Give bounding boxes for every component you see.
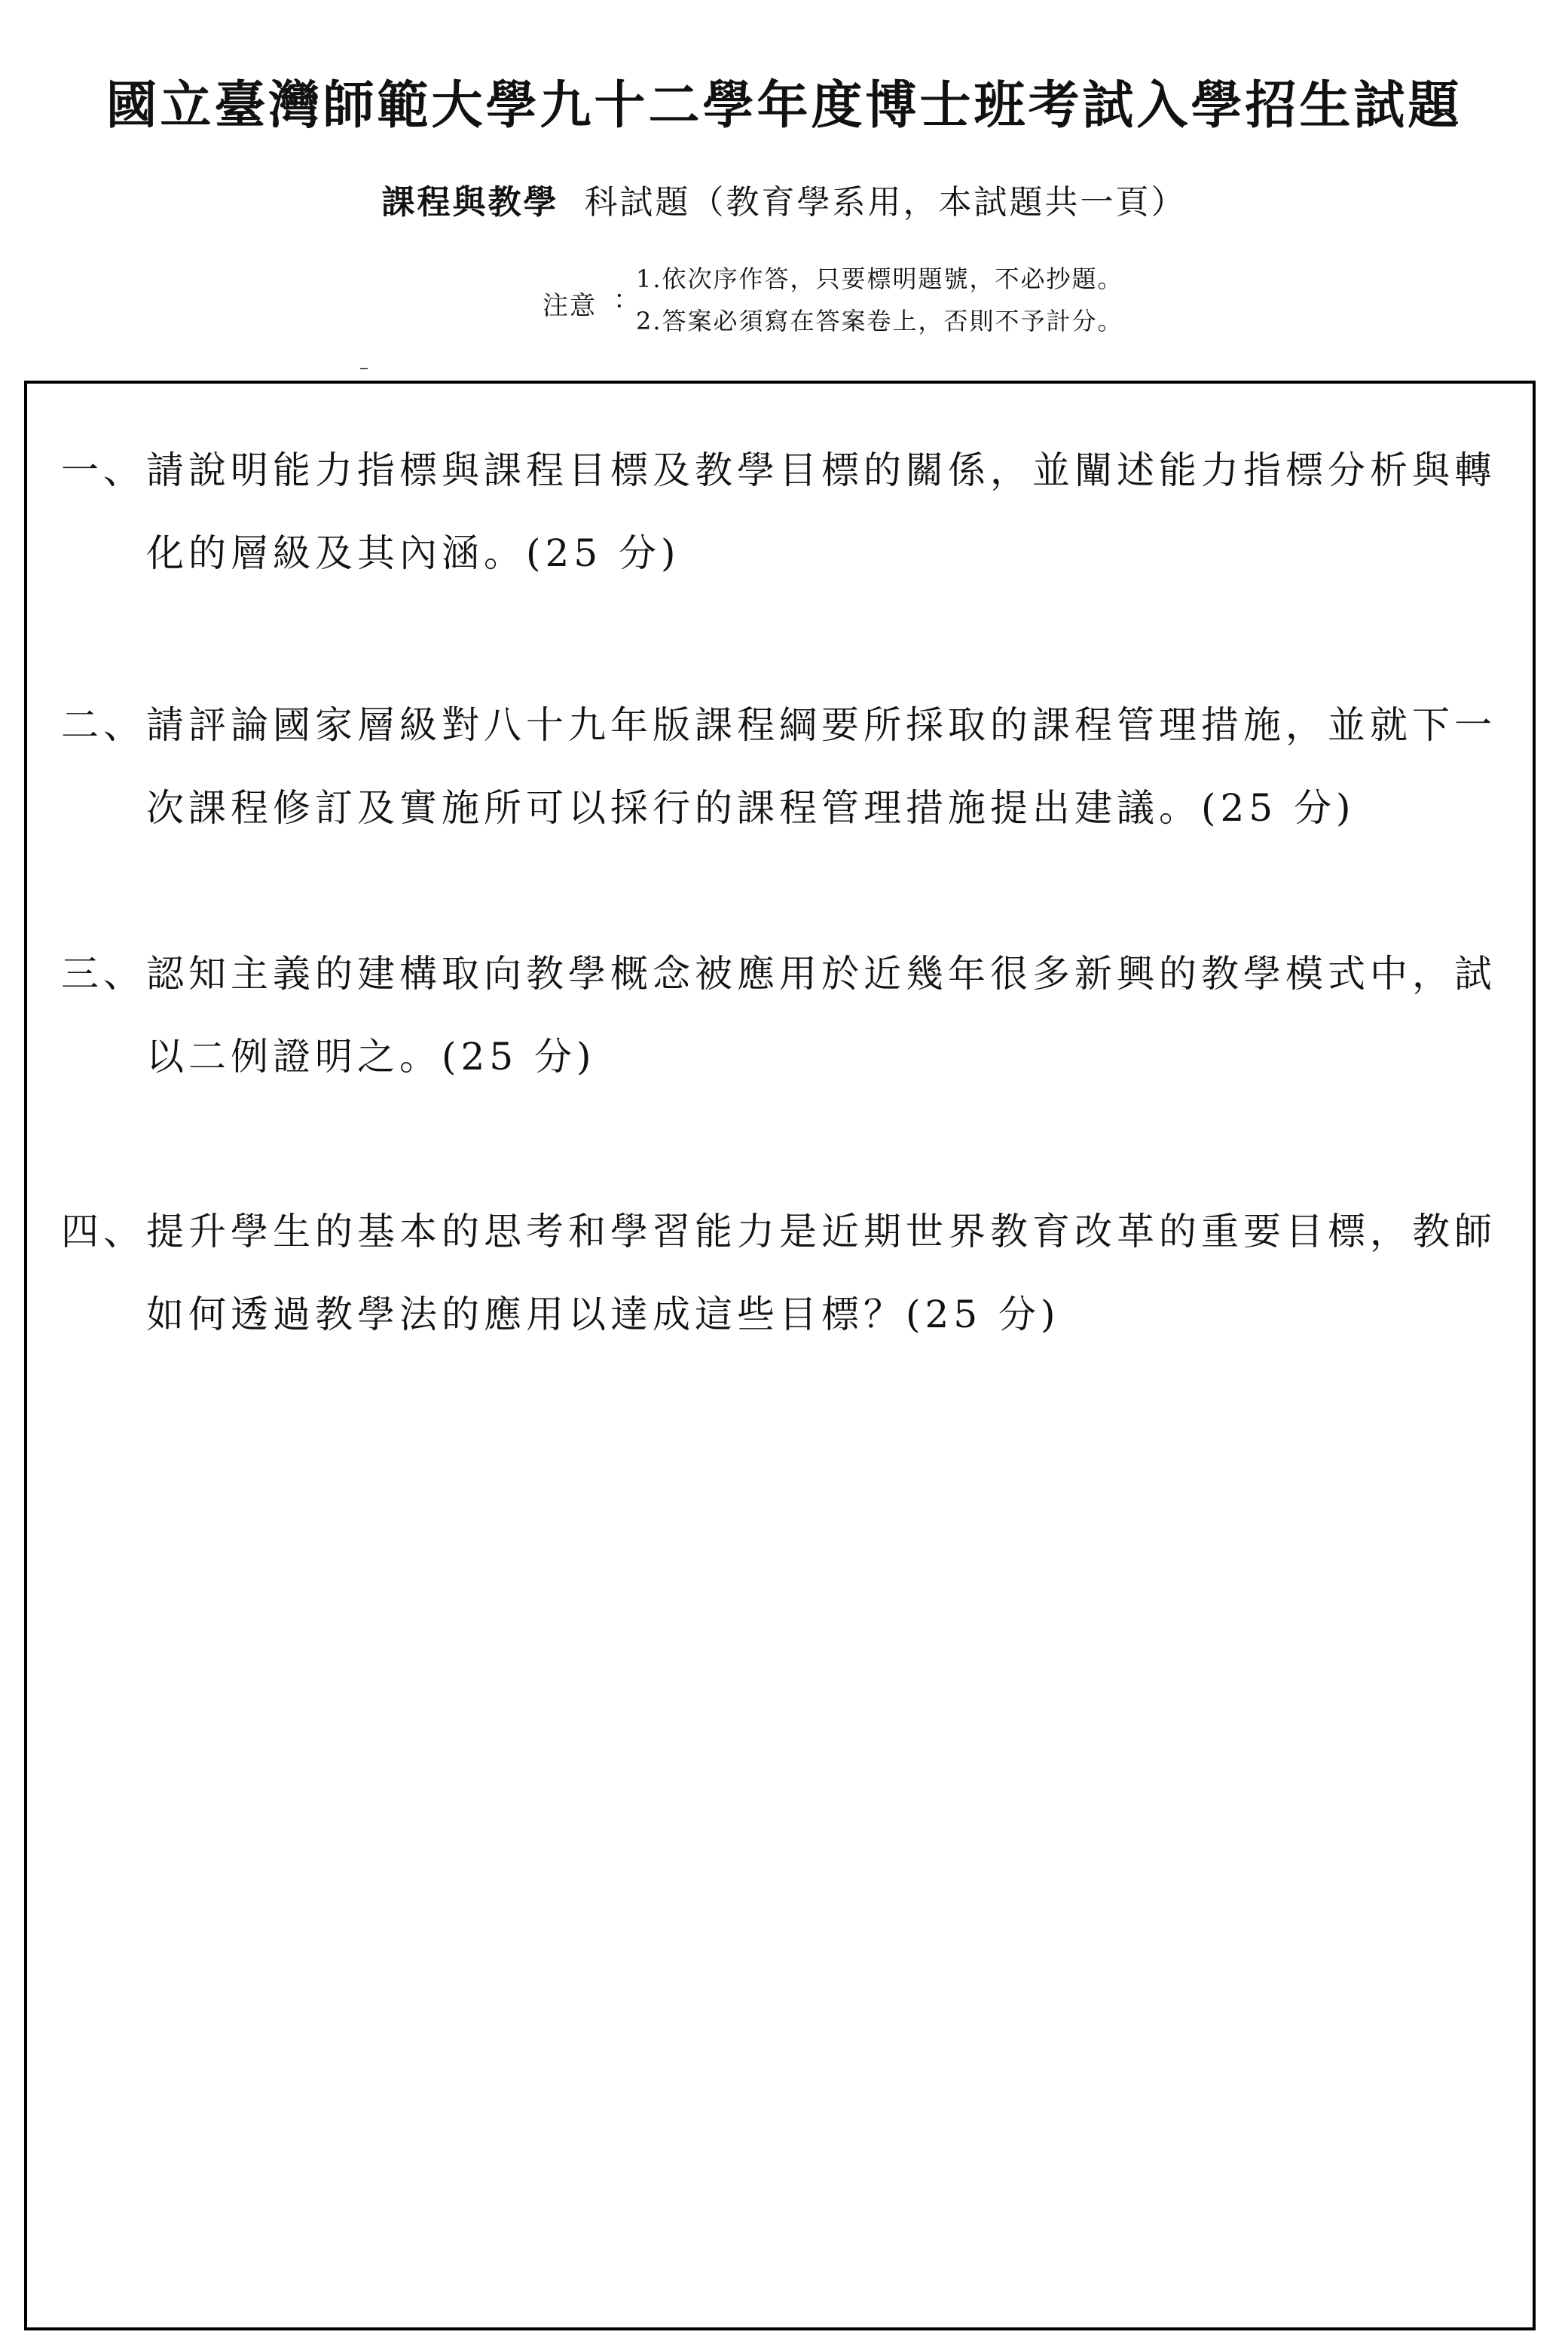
notes-list: [636, 258, 1123, 342]
question-2: [61, 684, 1515, 849]
question-4: [61, 1190, 1515, 1356]
question-number: 三、: [61, 952, 145, 996]
subject-name: 課程與教學: [381, 183, 559, 222]
page-title: 國立臺灣師範大學九十二學年度博士班考試入學招生試題: [105, 75, 1463, 136]
question-3: [61, 932, 1515, 1098]
question-number: 一、: [61, 448, 145, 492]
question-number: 四、: [61, 1210, 145, 1253]
question-number: 二、: [61, 703, 145, 747]
question-text: 請評論國家層級對八十九年版課程綱要所採取的課程管理措施，並就下一次課程修訂及實施所可以採行的課程管理措施提出建議。(25 分): [146, 703, 1496, 830]
questions-box: [24, 381, 1536, 2330]
subtitle-rest: 科試題（教育學系用，本試題共一頁）: [584, 183, 1187, 222]
note-item: 1.依次序作答，只要標明題號，不必抄題。: [636, 265, 1123, 293]
scan-mark: [360, 368, 368, 369]
exam-subtitle: [0, 175, 1568, 223]
question-text: 請說明能力指標與課程目標及教學目標的關係，並闡述能力指標分析與轉化的層級及其內涵。(25 分): [146, 448, 1496, 575]
question-1: [61, 429, 1515, 595]
notes-colon: ：: [613, 285, 639, 315]
question-text: 提升學生的基本的思考和學習能力是近期世界教育改革的重要目標，教師如何透過教學法的應用以達成這些目標？(25 分): [146, 1210, 1496, 1336]
note-item: 2.答案必須寫在答案卷上，否則不予計分。: [636, 307, 1123, 335]
notes-label: 注意: [543, 291, 597, 321]
question-text: 認知主義的建構取向教學概念被應用於近幾年很多新興的教學模式中，試以二例證明之。(25 分): [146, 952, 1496, 1079]
instructions-notes: [527, 258, 1432, 341]
